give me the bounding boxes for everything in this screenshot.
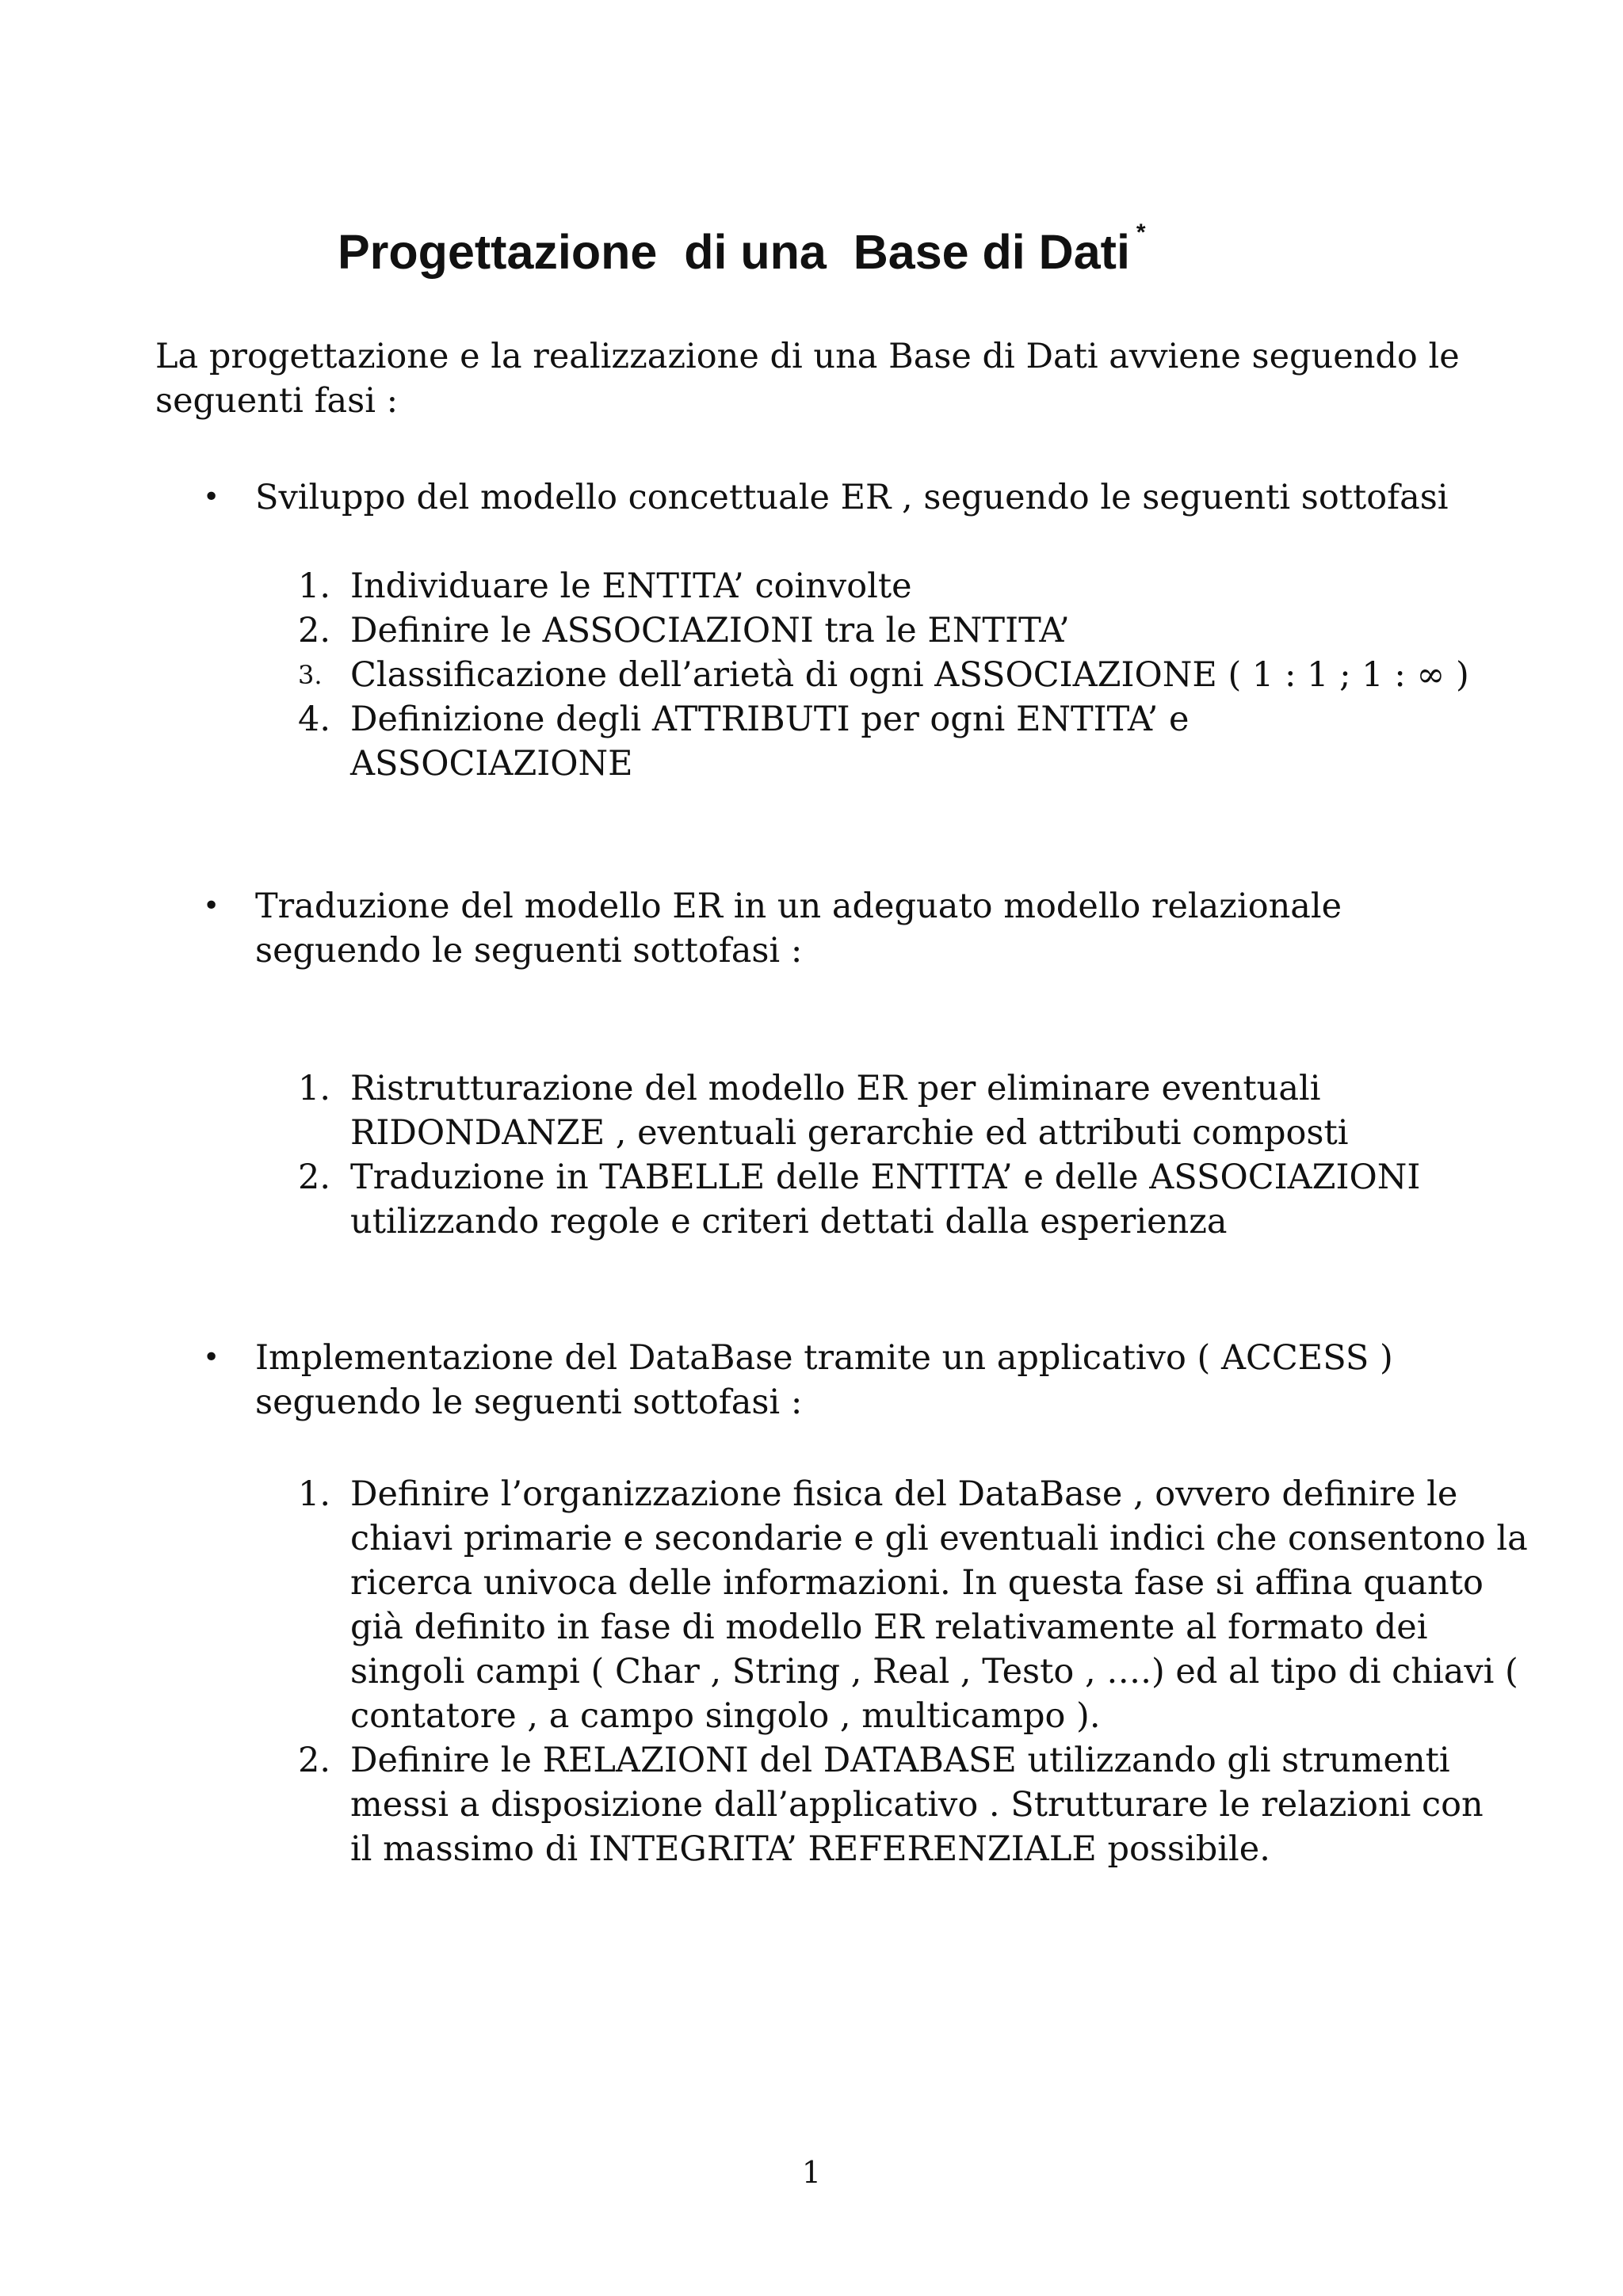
title-footnote-mark: * [1136,219,1146,246]
list-item [298,1066,1491,1155]
list-item-number: 3. [298,660,323,690]
section-2-list [298,1066,1491,1244]
list-item [298,564,1507,608]
page-number: 1 [801,2155,822,2190]
list-item-text: Individuare le ENTITA’ coinvolte [350,566,912,606]
section-2-bullet [203,884,1428,973]
list-item-number: 1. [298,1474,331,1514]
section-1-bullet [203,475,1491,520]
section-3-bullet-text: Implementazione del DataBase tramite un applicativo ( ACCESS ) seguendo le seguenti sottofasi : [255,1338,1393,1422]
section-1-bullet-text: Sviluppo del modello concettuale ER , seguendo le seguenti sottofasi [255,478,1449,517]
list-item [298,697,1507,786]
list-item-text: Definire l’organizzazione fisica del DataBase , ovvero definire le chiavi primarie e secondarie e gli eventuali indici che consentono la ricerca univoca delle informazioni. In questa fase si affina quanto già definito in fase di modello ER relativamente al formato dei singoli campi ( Char , String , Real , Testo , ….) ed al tipo di chiavi ( contatore , a campo singolo , multicampo ). [350,1474,1528,1736]
bullet-icon: • [203,890,220,922]
intro-paragraph: La progettazione e la realizzazione di una Base di Dati avviene seguendo le seguenti fasi : [155,337,1460,421]
list-item-number: 2. [298,1741,331,1780]
list-item-number: 4. [298,700,331,739]
list-item-text: Traduzione in TABELLE delle ENTITA’ e delle ASSOCIAZIONI utilizzando regole e criteri dettati dalla esperienza [350,1158,1421,1241]
page-title-text: Progettazione di una Base di Dati [338,225,1130,279]
list-item-number: 1. [298,1069,331,1108]
list-item [298,1155,1491,1244]
list-item-number: 2. [298,1158,331,1197]
list-item [298,653,1507,697]
section-3-bullet [203,1336,1428,1425]
list-item-text: Definire le RELAZIONI del DATABASE utilizzando gli strumenti messi a disposizione dall’applicativo . Strutturare le relazioni con il massimo di INTEGRITA’ REFERENZIALE possibile. [350,1741,1484,1869]
bullet-icon: • [203,1341,220,1374]
list-item-text: Ristrutturazione del modello ER per eliminare eventuali RIDONDANZE , eventuali gerarchie ed attributi composti [350,1069,1349,1153]
list-item [298,1738,1531,1871]
section-3-list [298,1472,1531,1871]
bullet-icon: • [203,481,220,513]
list-item-number: 2. [298,611,331,650]
list-item-text: Definire le ASSOCIAZIONI tra le ENTITA’ [350,611,1070,650]
list-item-number: 1. [298,566,331,606]
list-item-text: Classificazione dell’arietà di ogni ASSOCIAZIONE ( 1 : 1 ; 1 : ∞ ) [350,655,1469,695]
list-item [298,608,1507,653]
section-1-list [298,564,1507,786]
page-title [338,219,1146,281]
section-2-bullet-text: Traduzione del modello ER in un adeguato modello relazionale seguendo le seguenti sottofasi : [255,887,1342,971]
list-item [298,1472,1531,1738]
list-item-text: Definizione degli ATTRIBUTI per ogni ENTITA’ e ASSOCIAZIONE [350,700,1190,784]
